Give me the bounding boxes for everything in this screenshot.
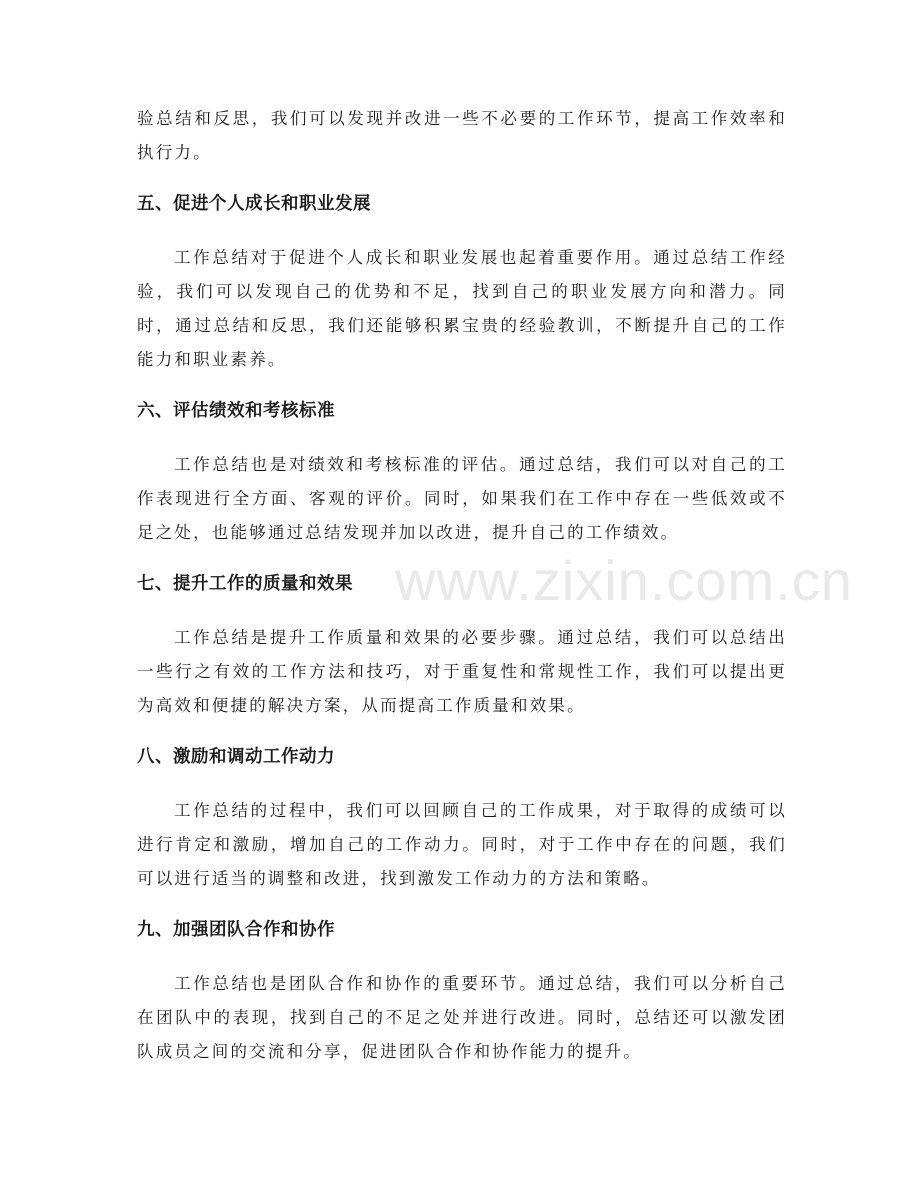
section-body-8: 工作总结的过程中，我们可以回顾自己的工作成果，对于取得的成绩可以进行肯定和激励，增加自己的工作动力。同时，对于工作中存在的问题，我们可以进行适当的调整和改进，找到激发工作动力的方法和策略。 (137, 801, 787, 888)
section-heading-7: 七、提升工作的质量和效果 (137, 574, 353, 594)
watermark: www.zixin.com.cn (395, 549, 853, 612)
intro-paragraph: 验总结和反思，我们可以发现并改进一些不必要的工作环节，提高工作效率和执行力。 (137, 109, 787, 162)
section-body-6: 工作总结也是对绩效和考核标准的评估。通过总结，我们可以对自己的工作表现进行全方面、客观的评价。同时，如果我们在工作中存在一些低效或不足之处，也能够通过总结发现并加以改进，提升自己的工作绩效。 (137, 455, 787, 542)
section-body-9: 工作总结也是团队合作和协作的重要环节。通过总结，我们可以分析自己在团队中的表现，找到自己的不足之处并进行改进。同时，总结还可以激发团队成员之间的交流和分享，促进团队合作和协作能力的提升。 (137, 974, 787, 1061)
section-heading-8: 八、激励和调动工作动力 (137, 747, 335, 767)
section-body-7: 工作总结是提升工作质量和效果的必要步骤。通过总结，我们可以总结出一些行之有效的工作方法和技巧，对于重复性和常规性工作，我们可以提出更为高效和便捷的解决方案，从而提高工作质量和效果。 (137, 628, 787, 715)
section-heading-9: 九、加强团队合作和协作 (137, 920, 335, 940)
section-heading-5: 五、促进个人成长和职业发展 (137, 194, 371, 214)
section-body-5: 工作总结对于促进个人成长和职业发展也起着重要作用。通过总结工作经验，我们可以发现自己的优势和不足，找到自己的职业发展方向和潜力。同时，通过总结和反思，我们还能够积累宝贵的经验教训，不断提升自己的工作能力和职业素养。 (137, 248, 787, 369)
section-heading-6: 六、评估绩效和考核标准 (137, 401, 335, 421)
document-body (137, 102, 787, 1069)
